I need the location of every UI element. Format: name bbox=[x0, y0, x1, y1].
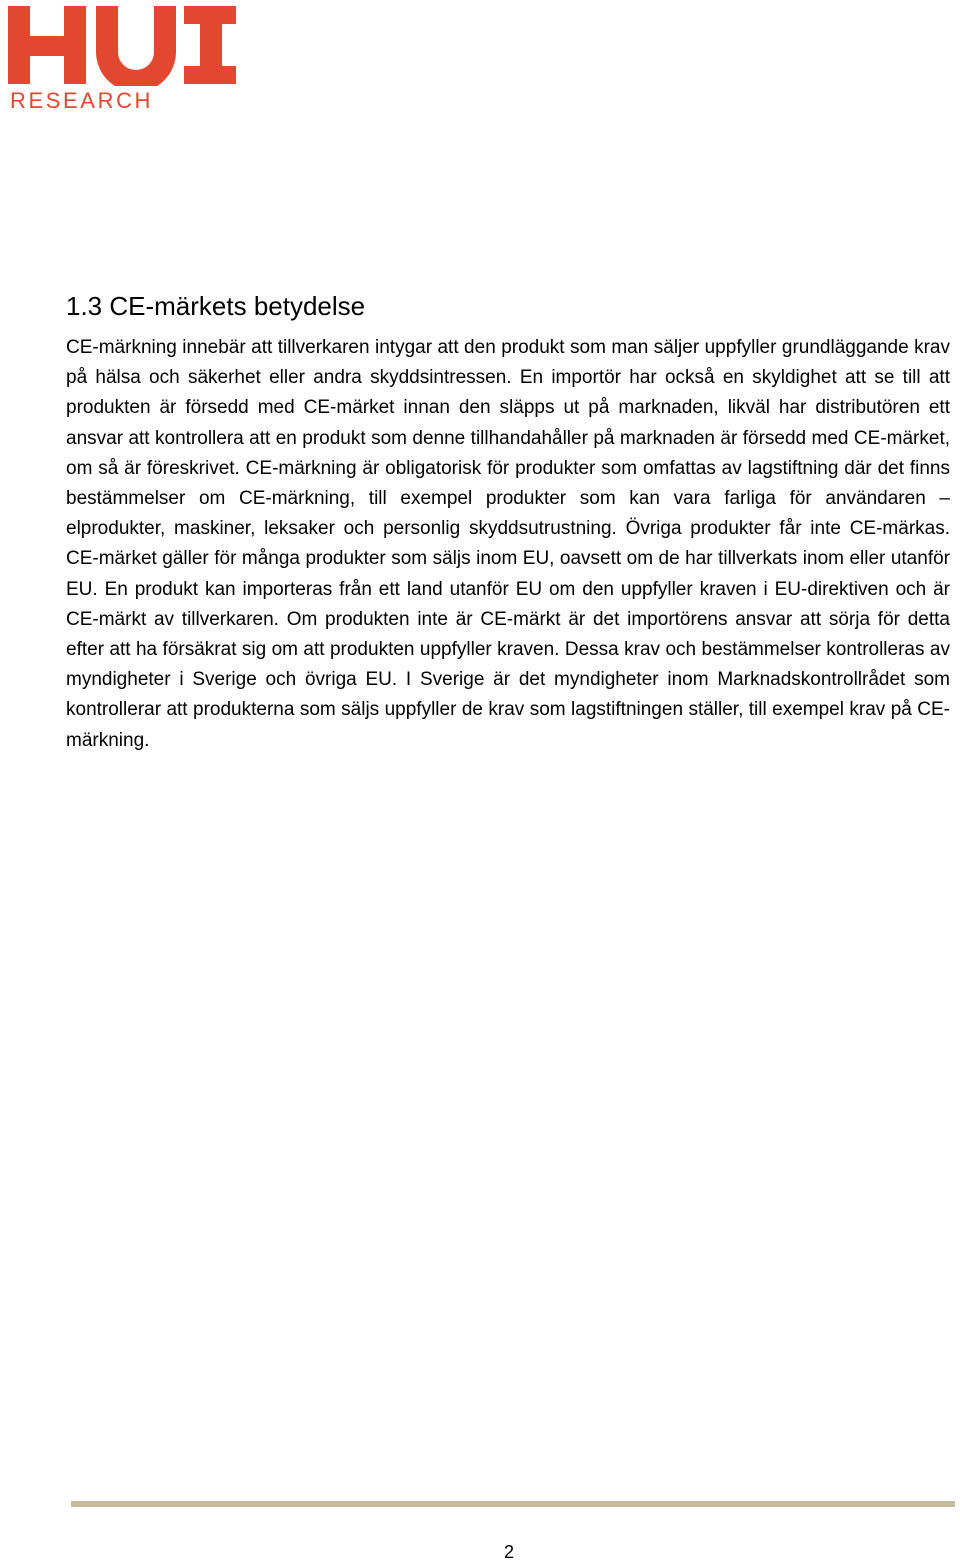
footer-divider bbox=[71, 1501, 955, 1507]
hui-logo-mark bbox=[8, 4, 238, 86]
section-heading: 1.3 CE-märkets betydelse bbox=[66, 291, 366, 321]
hui-research-logo bbox=[8, 4, 238, 116]
body-paragraph: CE-märkning innebär att tillverkaren intygar att den produkt som man säljer uppfyller grundläggande krav på hälsa och säkerhet eller andra skyddsintressen. En importör har också en skyldighet att se till att produkten är försedd med CE-märket innan den släpps ut på marknaden, likväl har distributören ett ansvar att kontrollera att en produkt som denne tillhandahåller på marknaden är försedd med CE-märket, om så är föreskrivet. CE-märkning är obligatorisk för produkter som omfattas av lagstiftning där det finns bestämmelser om CE-märkning, till exempel produkter som kan vara farliga för användaren – elprodukter, maskiner, leksaker och personlig skyddsutrustning. Övriga produkter får inte CE-märkas. CE-märket gäller för många produkter som säljs inom EU, oavsett om de har tillverkats inom eller utanför EU. En produkt kan importeras från ett land utanför EU om den uppfyller kraven i EU-direktiven och är CE-märkt av tillverkaren. Om produkten inte är CE-märkt är det importörens ansvar att sörja för detta efter att ha försäkrat sig om att produkten uppfyller kraven. Dessa krav och bestämmelser kontrolleras av myndigheter i Sverige och övriga EU. I Sverige är det myndigheter inom Marknadskontrollrådet som kontrollerar att produkterna som säljs uppfyller de krav som lagstiftningen ställer, till exempel krav på CE-märkning. bbox=[66, 337, 950, 751]
logo-research-text: RESEARCH bbox=[10, 88, 154, 113]
page-number: 2 bbox=[503, 1542, 514, 1562]
